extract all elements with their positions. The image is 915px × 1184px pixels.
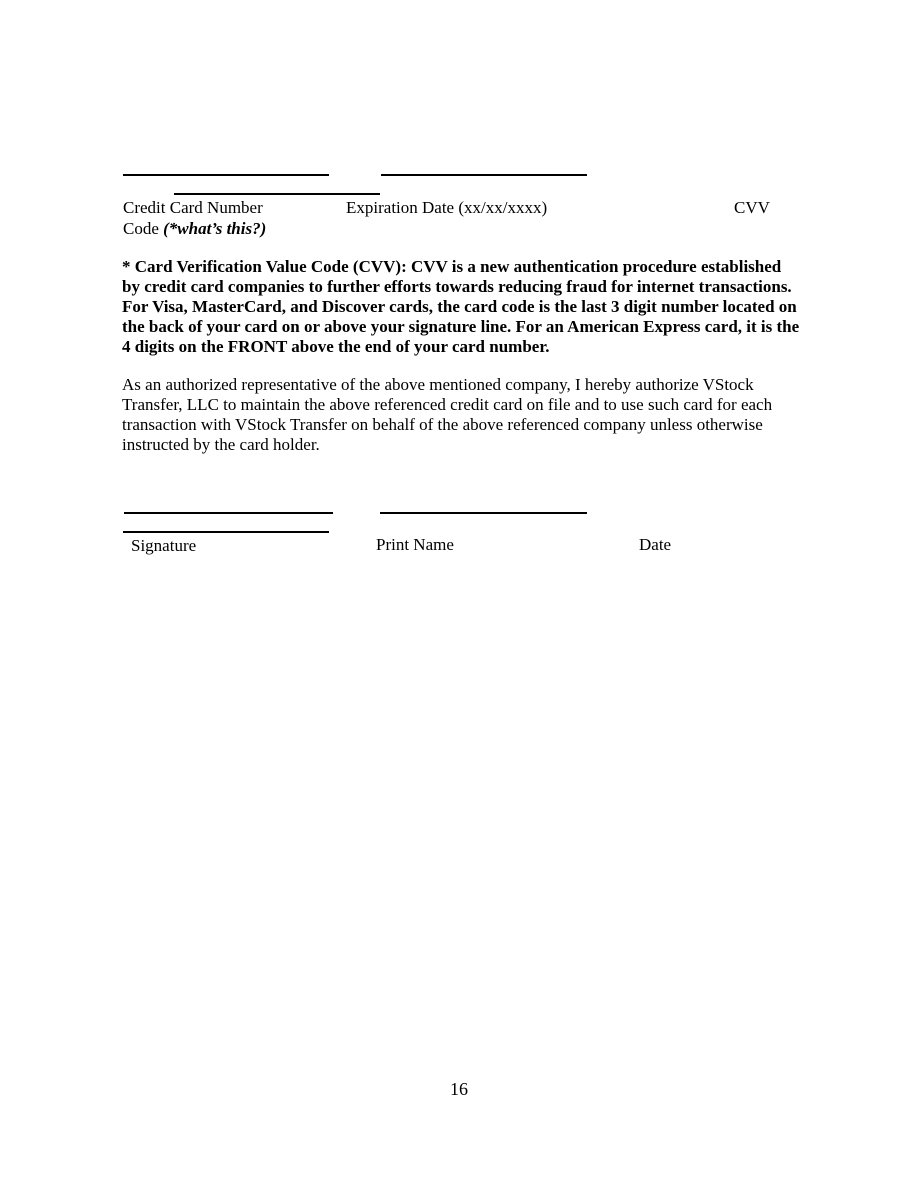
cvv-code-line[interactable] (174, 193, 380, 195)
cvv-explanation: * Card Verification Value Code (CVV): CVV is a new authentication procedure established by credit card companies to further efforts towards reducing fraud for internet transactions. For Visa, MasterCard, and Discover cards, the card code is the last 3 digit number located on the back of your card on or above your signature line. For an American Express card, it is the 4 digits on the FRONT above the end of your card number. (122, 257, 800, 356)
signature-line-upper[interactable] (124, 512, 333, 514)
cvv-label: CVV (734, 198, 770, 217)
code-label: Code (123, 219, 164, 238)
authorization-paragraph: As an authorized representative of the above mentioned company, I hereby authorize VStock Transfer, LLC to maintain the above referenced credit card on file and to use such card for each transaction with VStock Transfer on behalf of the above referenced company unless otherwise instructed by the card holder. (122, 375, 773, 454)
expiration-date-label: Expiration Date (xx/xx/xxxx) (346, 198, 548, 217)
expiration-date-line[interactable] (381, 174, 587, 176)
print-name-label: Print Name (376, 535, 454, 554)
card-number-label: Credit Card Number (123, 198, 263, 217)
card-number-line[interactable] (123, 174, 329, 176)
signature-label: Signature (131, 536, 197, 555)
print-name-line[interactable] (380, 512, 587, 514)
code-label-line (123, 219, 266, 239)
whats-this-link[interactable]: (*what’s this?) (163, 219, 267, 238)
date-line[interactable] (123, 531, 329, 533)
date-label: Date (639, 535, 672, 554)
page-number: 16 (450, 1079, 468, 1099)
